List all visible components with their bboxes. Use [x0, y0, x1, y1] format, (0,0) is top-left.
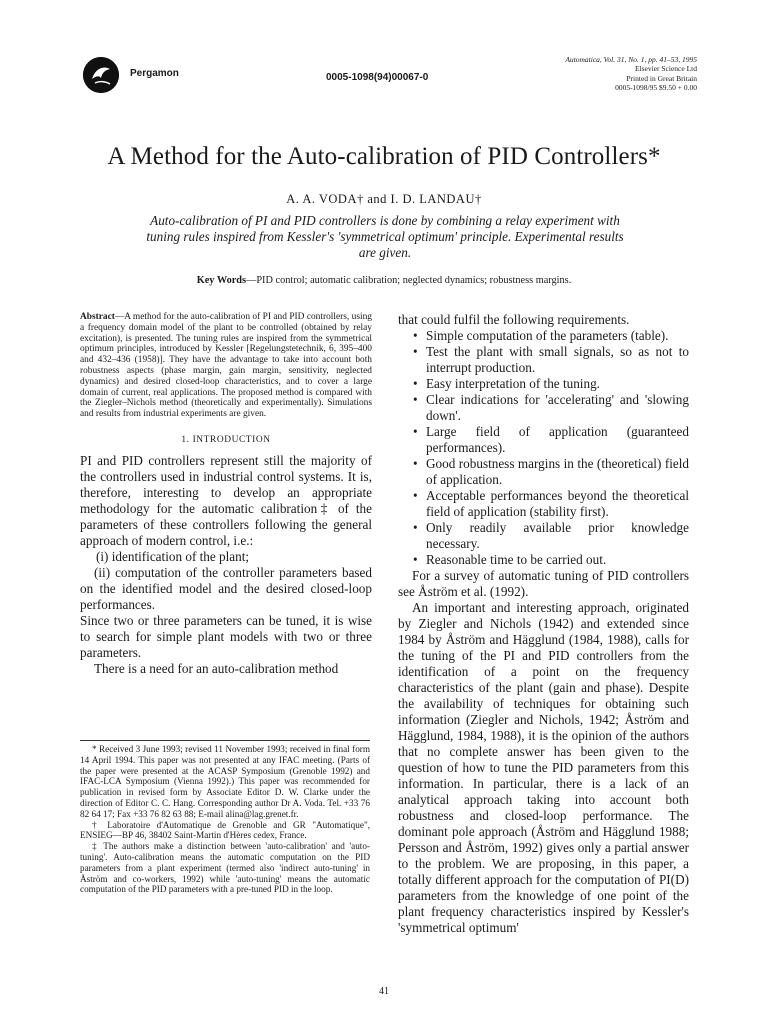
list-item-text: Large field of application (guaranteed performances). — [426, 424, 689, 455]
keywords-label: Key Words — [196, 275, 247, 286]
journal-citation: Automatica, Vol. 31, No. 1, pp. 41–53, 1995 — [565, 55, 697, 64]
paper-summary: Auto-calibration of PI and PID controllers is done by combining a relay experiment with tuning rules inspired from Kessler's 'symmetrical optimum' principle. Experimental results are given. — [146, 213, 624, 260]
list-item — [398, 424, 689, 456]
keywords-text: —PID control; automatic calibration; neglected dynamics; robustness margins. — [246, 275, 572, 286]
pergamon-logo-icon — [83, 57, 119, 93]
list-item-text: Only readily available prior knowledge necessary. — [426, 520, 689, 551]
bullet-icon: • — [413, 552, 418, 567]
bullet-icon: • — [413, 376, 418, 391]
intro-paragraph: PI and PID controllers represent still the majority of the controllers used in industrial control systems. It is, therefore, interesting to develop an appropriate methodology for the automatic calibration‡ of the parameters of these controllers following the general approach of modern control, i.e.: — [80, 452, 372, 548]
keywords — [0, 275, 768, 286]
list-item-text: Reasonable time to be carried out. — [426, 552, 607, 567]
requirements-list — [398, 328, 689, 568]
article-code: 0005-1098(94)00067-0 — [326, 72, 429, 83]
right-column — [398, 312, 689, 936]
list-item-text: Good robustness margins in the (theoretical) field of application. — [426, 456, 689, 487]
list-item-text: Easy interpretation of the tuning. — [426, 376, 600, 391]
page-number: 41 — [379, 986, 389, 997]
list-item-text: Acceptable performances beyond the theoretical field of application (stability first). — [426, 488, 689, 519]
printed-line: Printed in Great Britain — [626, 73, 697, 83]
paper-title: A Method for the Auto-calibration of PID Controllers* — [107, 143, 661, 170]
publisher-name: Pergamon — [130, 68, 179, 79]
bullet-icon: • — [413, 344, 418, 359]
left-column — [80, 312, 372, 677]
abstract-label: Abstract — [80, 312, 115, 322]
abstract — [80, 312, 372, 420]
list-item — [398, 520, 689, 552]
list-item-text: Test the plant with small signals, so as not to interrupt production. — [426, 344, 689, 375]
list-item — [398, 488, 689, 520]
body-paragraph: An important and interesting approach, originated by Ziegler and Nichols (1942) and extended since 1984 by Åström and Hägglund (1984, 1988), calls for the tuning of the PI and PID controllers from the identification of a point on the frequency characteristics of the plant (gain and phase). Despite the availability of techniques for obtaining such information (Ziegler and Nichols, 1942; Åström and Hägglund, 1984, 1988), it is the opinion of the authors that no complete answer has been given to the question of how to tune the PID parameters from this information. In particular, there is a lack of an analytical approach taking into account both robustness and closed-loop performance. The dominant pole approach (Åström and Hägglund 1988; Persson and Åström, 1992) gives only a partial answer to the problem. We are proposing, in this paper, a totally different approach for the computation of PI(D) parameters from the knowledge of one point of the plant frequency characteristics inspired by Kessler's 'symmetrical optimum' — [398, 600, 689, 935]
list-item — [398, 456, 689, 488]
footnote-definition: ‡ The authors make a distinction between 'auto-calibration' and 'auto-tuning'. Auto-calibration means the automatic computation on the PID parameters from a plant experiment (termed also 'indirect auto-tuning' in Åström and co-workers, 1992) while 'auto-tuning' means the automatic computation of the PID parameters with a pre-tuned PID in the loop. — [80, 841, 370, 895]
survey-paragraph: For a survey of automatic tuning of PID controllers see Åström et al. (1992). — [398, 568, 689, 599]
list-item — [398, 392, 689, 424]
price-line: 0005-1098/95 $9.50 + 0.00 — [615, 82, 697, 92]
list-item-identification: (i) identification of the plant; — [96, 548, 250, 564]
requirements-intro: that could fulfil the following requirements. — [398, 312, 630, 327]
bullet-icon: • — [413, 328, 418, 343]
footnote-affiliation: † Laboratoire d'Automatique de Grenoble and GR "Automatique", ENSIEG—BP 46, 38402 Saint-Martin d'Hères cedex, France. — [80, 819, 370, 841]
journal-header — [83, 55, 697, 95]
bullet-icon: • — [413, 424, 418, 439]
footnote-received: * Received 3 June 1993; revised 11 November 1993; received in final form 14 April 1994. This paper was not presented at any IFAC meeting. (Parts of the paper were presented at the ACASP Symposium (Grenoble 1992) and IFAC-LCA Symposium (Vienna 1992).) This paper was recommended for publication in revised form by Associate Editor D. W. Clarke under the direction of Editor C. C. Hang. Corresponding author Dr A. Voda. Tel. +33 76 82 64 17; Fax +33 76 82 63 88; E-mail alina@lag.grenet.fr. — [80, 744, 370, 819]
section-heading: 1. INTRODUCTION — [181, 434, 271, 445]
list-item-computation: (ii) computation of the controller parameters based on the identified model and the desired closed-loop performances. — [80, 564, 372, 612]
list-item — [398, 552, 689, 568]
body-paragraph: Since two or three parameters can be tuned, it is wise to search for simple plant models with two or three parameters. — [80, 612, 372, 660]
bullet-icon: • — [413, 456, 418, 471]
bullet-icon: • — [413, 488, 418, 503]
abstract-text: —A method for the auto-calibration of PI and PID controllers, using a frequency domain model of the plant to be controlled (obtained by relay excitation), is presented. The tuning rules are inspired from the symmetrical optimum principles, introduced by Kessler [Regelungstetechnik, 6, 395–400 and 432–436 (1958)]. They have the advantage to take into account both robustness aspects (phase margin, gain margin, sensitivity, neglected dynamics) and desired closed-loop characteristics, and to cover a large domain of current, real applications. The proposed method is compared with the Ziegler–Nichols method (theoretically and experimentally). Simulations and results from industrial experiments are given. — [80, 312, 372, 420]
list-item — [398, 376, 689, 392]
copyright-line: Elsevier Science Ltd — [634, 64, 697, 74]
footnotes — [80, 740, 370, 895]
list-item-text: Clear indications for 'accelerating' and 'slowing down'. — [426, 392, 689, 423]
list-item-text: Simple computation of the parameters (table). — [426, 328, 669, 343]
journal-info — [565, 55, 697, 92]
bullet-icon: • — [413, 520, 418, 535]
body-paragraph: There is a need for an auto-calibration method — [94, 660, 339, 676]
bullet-icon: • — [413, 392, 418, 407]
list-item — [398, 328, 689, 344]
list-item — [398, 344, 689, 376]
paper-authors: A. A. VODA† and I. D. LANDAU† — [286, 192, 482, 206]
